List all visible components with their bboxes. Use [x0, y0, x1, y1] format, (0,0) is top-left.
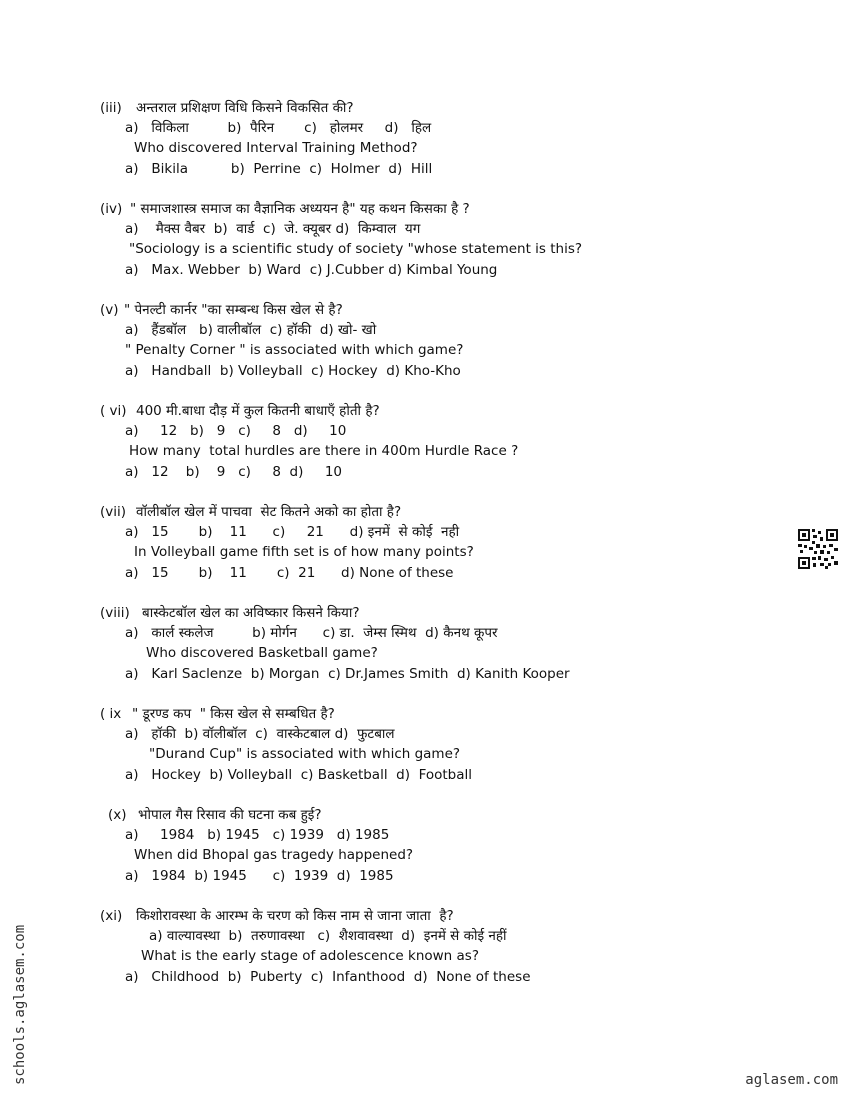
- qr-code-icon: [798, 529, 838, 569]
- question-english: " Penalty Corner " is associated with which game?: [125, 342, 464, 359]
- question-number: ( vi): [100, 403, 127, 419]
- question-xi: [100, 906, 780, 987]
- options-english: a) Karl Saclenze b) Morgan c) Dr.James Smith d) Kanith Kooper: [125, 665, 570, 682]
- options-english: a) 12 b) 9 c) 8 d) 10: [125, 463, 343, 480]
- options-hindi: a) वाल्यावस्था b) तरुणावस्था c) शैशवावस्था d) इनमें से कोई नहीं: [149, 928, 507, 945]
- options-hindi: a) हॉकी b) वॉलीबॉल c) वास्केटबाल d) फुटबाल: [125, 726, 395, 743]
- options-hindi: a) कार्ल स्कलेज b) मोर्गन c) डा. जेम्स स्मिथ d) कैनथ कूपर: [125, 625, 498, 642]
- question-v: [100, 300, 780, 381]
- question-number: (xi): [100, 908, 123, 924]
- question-vii: [100, 502, 780, 583]
- question-hindi: वॉलीबॉल खेल में पाचवा सेट कितने अको का होता है?: [136, 504, 402, 520]
- question-english: Who discovered Basketball game?: [146, 645, 378, 662]
- side-watermark: schools.aglasem.com: [12, 924, 28, 1085]
- question-number: ( ix: [100, 706, 122, 722]
- question-hindi: 400 मी.बाधा दौड़ में कुल कितनी बाधाएँ होती है?: [136, 403, 380, 419]
- question-english: When did Bhopal gas tragedy happened?: [134, 847, 414, 864]
- question-english: How many total hurdles are there in 400m Hurdle Race ?: [129, 443, 519, 460]
- question-hindi: किशोरावस्था के आरम्भ के चरण को किस नाम से जाना जाता है?: [136, 908, 454, 924]
- question-number: (x): [108, 807, 127, 823]
- question-number: (v): [100, 302, 119, 318]
- question-hindi: अन्तराल प्रशिक्षण विधि किसने विकसित की?: [136, 100, 354, 116]
- question-number: (iii): [100, 100, 122, 116]
- options-hindi: a) 1984 b) 1945 c) 1939 d) 1985: [125, 827, 390, 844]
- question-ix: [100, 704, 780, 785]
- question-x: [100, 805, 780, 886]
- question-vi: [100, 401, 780, 482]
- question-english: "Durand Cup" is associated with which game?: [149, 746, 461, 763]
- options-hindi: a) हैंडबॉल b) वालीबॉल c) हॉकी d) खो- खो: [125, 322, 377, 339]
- question-hindi: " पेनल्टी कार्नर "का सम्बन्ध किस खेल से है?: [124, 302, 343, 318]
- question-hindi: भोपाल गैस रिसाव की घटना कब हुई?: [138, 807, 322, 823]
- options-hindi: a) विकिला b) पैरिन c) होलमर d) हिल: [125, 120, 432, 137]
- options-hindi: a) मैक्स वैबर b) वार्ड c) जे. क्यूबर d) किम्वाल यग: [125, 221, 421, 238]
- options-english: a) Handball b) Volleyball c) Hockey d) Kho-Kho: [125, 362, 461, 379]
- options-english: a) Bikila b) Perrine c) Holmer d) Hill: [125, 160, 433, 177]
- question-iii: [100, 98, 780, 179]
- question-hindi: " समाजशास्त्र समाज का वैज्ञानिक अध्ययन है" यह कथन किसका है ?: [130, 201, 470, 217]
- options-hindi: a) 15 b) 11 c) 21 d) इनमें से कोई नही: [125, 524, 460, 541]
- options-english: a) 15 b) 11 c) 21 d) None of these: [125, 564, 454, 581]
- question-hindi: " डूरण्ड कप " किस खेल से सम्बधित है?: [132, 706, 335, 722]
- options-hindi: a) 12 b) 9 c) 8 d) 10: [125, 423, 347, 440]
- question-iv: [100, 199, 780, 280]
- question-number: (viii): [100, 605, 130, 621]
- question-english: In Volleyball game fifth set is of how many points?: [134, 544, 474, 561]
- question-english: "Sociology is a scientific study of society "whose statement is this?: [129, 241, 583, 258]
- options-english: a) Max. Webber b) Ward c) J.Cubber d) Kimbal Young: [125, 261, 498, 278]
- question-english: Who discovered Interval Training Method?: [134, 140, 418, 157]
- options-english: a) 1984 b) 1945 c) 1939 d) 1985: [125, 867, 394, 884]
- footer-site-link[interactable]: aglasem.com: [745, 1072, 838, 1088]
- options-english: a) Hockey b) Volleyball c) Basketball d) Football: [125, 766, 473, 783]
- question-number: (iv): [100, 201, 123, 217]
- options-english: a) Childhood b) Puberty c) Infanthood d) None of these: [125, 968, 531, 985]
- question-number: (vii): [100, 504, 127, 520]
- question-english: What is the early stage of adolescence known as?: [141, 948, 480, 965]
- question-hindi: बास्केटबॉल खेल का अविष्कार किसने किया?: [142, 605, 360, 621]
- question-viii: [100, 603, 780, 684]
